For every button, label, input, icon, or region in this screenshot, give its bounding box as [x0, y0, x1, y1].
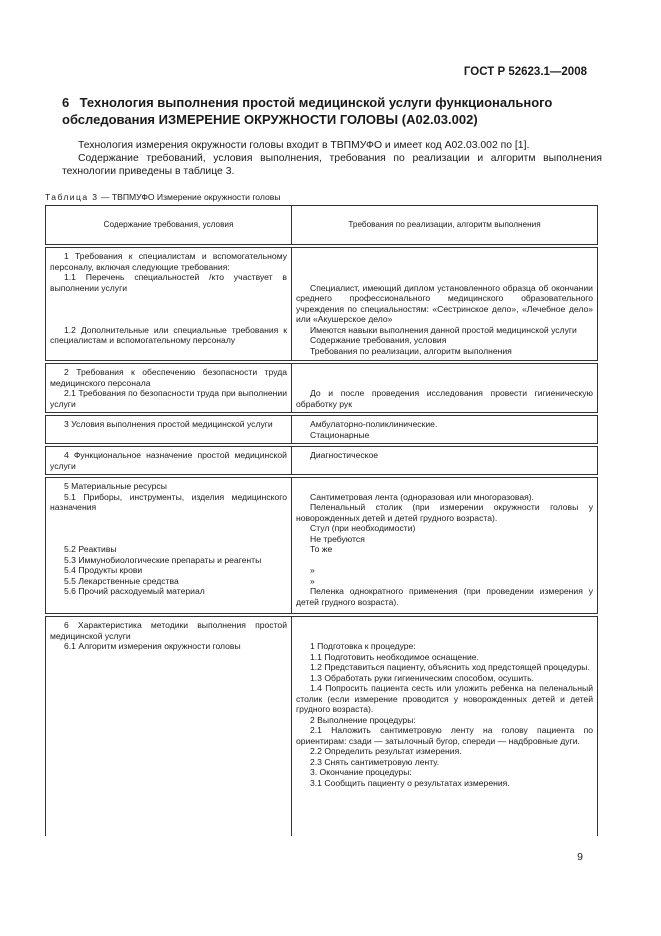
- row-conditions-cell: [46, 416, 292, 444]
- row-implementation-cell: [292, 416, 598, 444]
- cell-line: 3. Окончание процедуры:: [310, 767, 412, 777]
- cell-line: 5.4 Продукты крови: [64, 565, 143, 575]
- cell-line: Требования по реализации, алгоритм выполнения: [310, 345, 512, 356]
- cell-line: Амбулаторно-поликлинические.: [310, 419, 438, 429]
- cell-line: Имеются навыки выполнения данной простой медицинской услуги: [310, 324, 577, 335]
- cell-line: 5.5 Лекарственные средства: [64, 575, 179, 586]
- table-row: [46, 364, 598, 413]
- cell-line: 1.3 Обработать руки гигиеническим способом, осушить.: [310, 672, 534, 683]
- intro-paragraph: Содержание требований, условия выполнения, требования по реализации и алгоритм выполнения технологии приведены в таблице 3.: [62, 153, 602, 177]
- cell-line: 1 Требования к специалистам и вспомогательному персоналу, включая следующие требования:: [50, 251, 287, 272]
- cell-line: Не требуются: [310, 533, 365, 544]
- cell-line: 1.1 Перечень специальностей /кто участвует в выполнении услуги: [50, 272, 287, 293]
- cell-line: 2.2 Определить результат измерения.: [310, 746, 462, 756]
- row-implementation-cell: [292, 617, 598, 837]
- cell-line: 2 Выполнение процедуры:: [310, 714, 416, 725]
- cell-line: »: [310, 575, 315, 586]
- cell-line: 2.3 Снять сантиметровую ленту.: [310, 756, 440, 767]
- column-header-implementation: Требования по реализации, алгоритм выполнения: [292, 206, 598, 245]
- cell-line: 5.6 Прочий расходуемый материал: [64, 586, 205, 596]
- cell-line: 5.3 Иммунобиологические препараты и реагенты: [64, 554, 262, 565]
- cell-line: 6.1 Алгоритм измерения окружности головы: [64, 641, 241, 651]
- cell-line: 2 Требования к обеспечению безопасности труда медицинского персонала: [50, 367, 287, 388]
- row-conditions-cell: [46, 447, 292, 475]
- table-caption-label: Таблица 3: [45, 192, 99, 202]
- table-header-row: [46, 206, 598, 245]
- document-code: ГОСТ Р 52623.1—2008: [463, 66, 587, 78]
- cell-line: 3 Условия выполнения простой медицинской услуги: [64, 419, 273, 429]
- cell-line: Содержание требования, условия: [310, 335, 447, 345]
- cell-line: То же: [310, 544, 333, 554]
- cell-line: 5 Материальные ресурсы: [64, 481, 167, 491]
- cell-line: 1.2 Дополнительные или специальные требования к специалистам и вспомогательному персоналу: [50, 324, 287, 345]
- cell-line: 1.4 Попросить пациента сесть или уложить ребенка на пеленальный столик (если измерение проводится у новорожденных детей и детей грудного возраста).: [296, 683, 593, 714]
- cell-line: Диагностическое: [310, 450, 379, 460]
- cell-line: 1.1 Подготовить необходимое оснащение.: [310, 651, 479, 662]
- cell-line: Стационарные: [310, 429, 370, 440]
- intro-paragraph: Технология измерения окружности головы входит в ТВПМУФО и имеет код A02.03.002 по [1].: [78, 140, 530, 151]
- section-title: [62, 94, 602, 128]
- row-conditions-cell: [46, 248, 292, 361]
- cell-line: 5.2 Реактивы: [64, 544, 117, 554]
- cell-line: 2.1 Требования по безопасности труда при выполнении услуги: [50, 388, 287, 409]
- cell-line: 5.1 Приборы, инструменты, изделия медицинского назначения: [50, 491, 287, 512]
- table-caption-title: — ТВПМУФО Измерение окружности головы: [98, 192, 281, 202]
- row-implementation-cell: [292, 364, 598, 413]
- row-implementation-cell: [292, 248, 598, 361]
- row-implementation-cell: [292, 447, 598, 475]
- cell-line: 1 Подготовка к процедуре:: [310, 641, 416, 651]
- cell-line: Специалист, имеющий диплом установленного образца об окончании среднего профессионального медицинского образовательного учреждения по специальностям: «Сестринское дело», «Лечебное дело» или «Акушерское дело»: [296, 282, 593, 324]
- page-number: 9: [577, 851, 583, 863]
- cell-line: »: [310, 565, 315, 575]
- cell-line: 3.1 Сообщить пациенту о результатах измерения.: [310, 777, 510, 788]
- cell-line: Пеленка однократного применения (при проведении измерения у детей грудного возраста).: [296, 586, 593, 607]
- table-row: [46, 248, 598, 361]
- row-conditions-cell: [46, 364, 292, 413]
- intro-text: [62, 139, 602, 178]
- row-conditions-cell: [46, 478, 292, 614]
- table-row: [46, 447, 598, 475]
- cell-line: До и после проведения исследования провести гигиеническую обработку рук: [296, 388, 593, 409]
- row-implementation-cell: [292, 478, 598, 614]
- column-header-conditions: Содержание требования, условия: [46, 206, 292, 245]
- table-caption: [45, 192, 281, 202]
- requirements-table: [45, 205, 598, 836]
- table-row: [46, 617, 598, 837]
- cell-line: 4 Функциональное назначение простой медицинской услуги: [50, 450, 287, 471]
- cell-line: Сантиметровая лента (одноразовая или многоразовая).: [310, 491, 535, 502]
- cell-line: 1.2 Представиться пациенту, объяснить ход предстоящей процедуры.: [310, 662, 590, 672]
- cell-line: Стул (при необходимости): [310, 523, 416, 533]
- section-title-text: Технология выполнения простой медицинской услуги функционального обследования ИЗМЕРЕНИЕ ОКРУЖНОСТИ ГОЛОВЫ (A02.03.002): [62, 95, 553, 127]
- table-row: [46, 416, 598, 444]
- row-conditions-cell: [46, 617, 292, 837]
- cell-line: Пеленальный столик (при измерении окружности головы у новорожденных детей и детей грудного возраста).: [296, 502, 593, 523]
- cell-line: 6 Характеристика методики выполнения простой медицинской услуги: [50, 620, 287, 641]
- section-number: 6: [62, 95, 70, 110]
- cell-line: 2.1 Наложить сантиметровую ленту на голову пациента по ориентирам: сзади — затылочный бугор, спереди — надбровные дуги.: [296, 725, 593, 746]
- table-row: [46, 478, 598, 614]
